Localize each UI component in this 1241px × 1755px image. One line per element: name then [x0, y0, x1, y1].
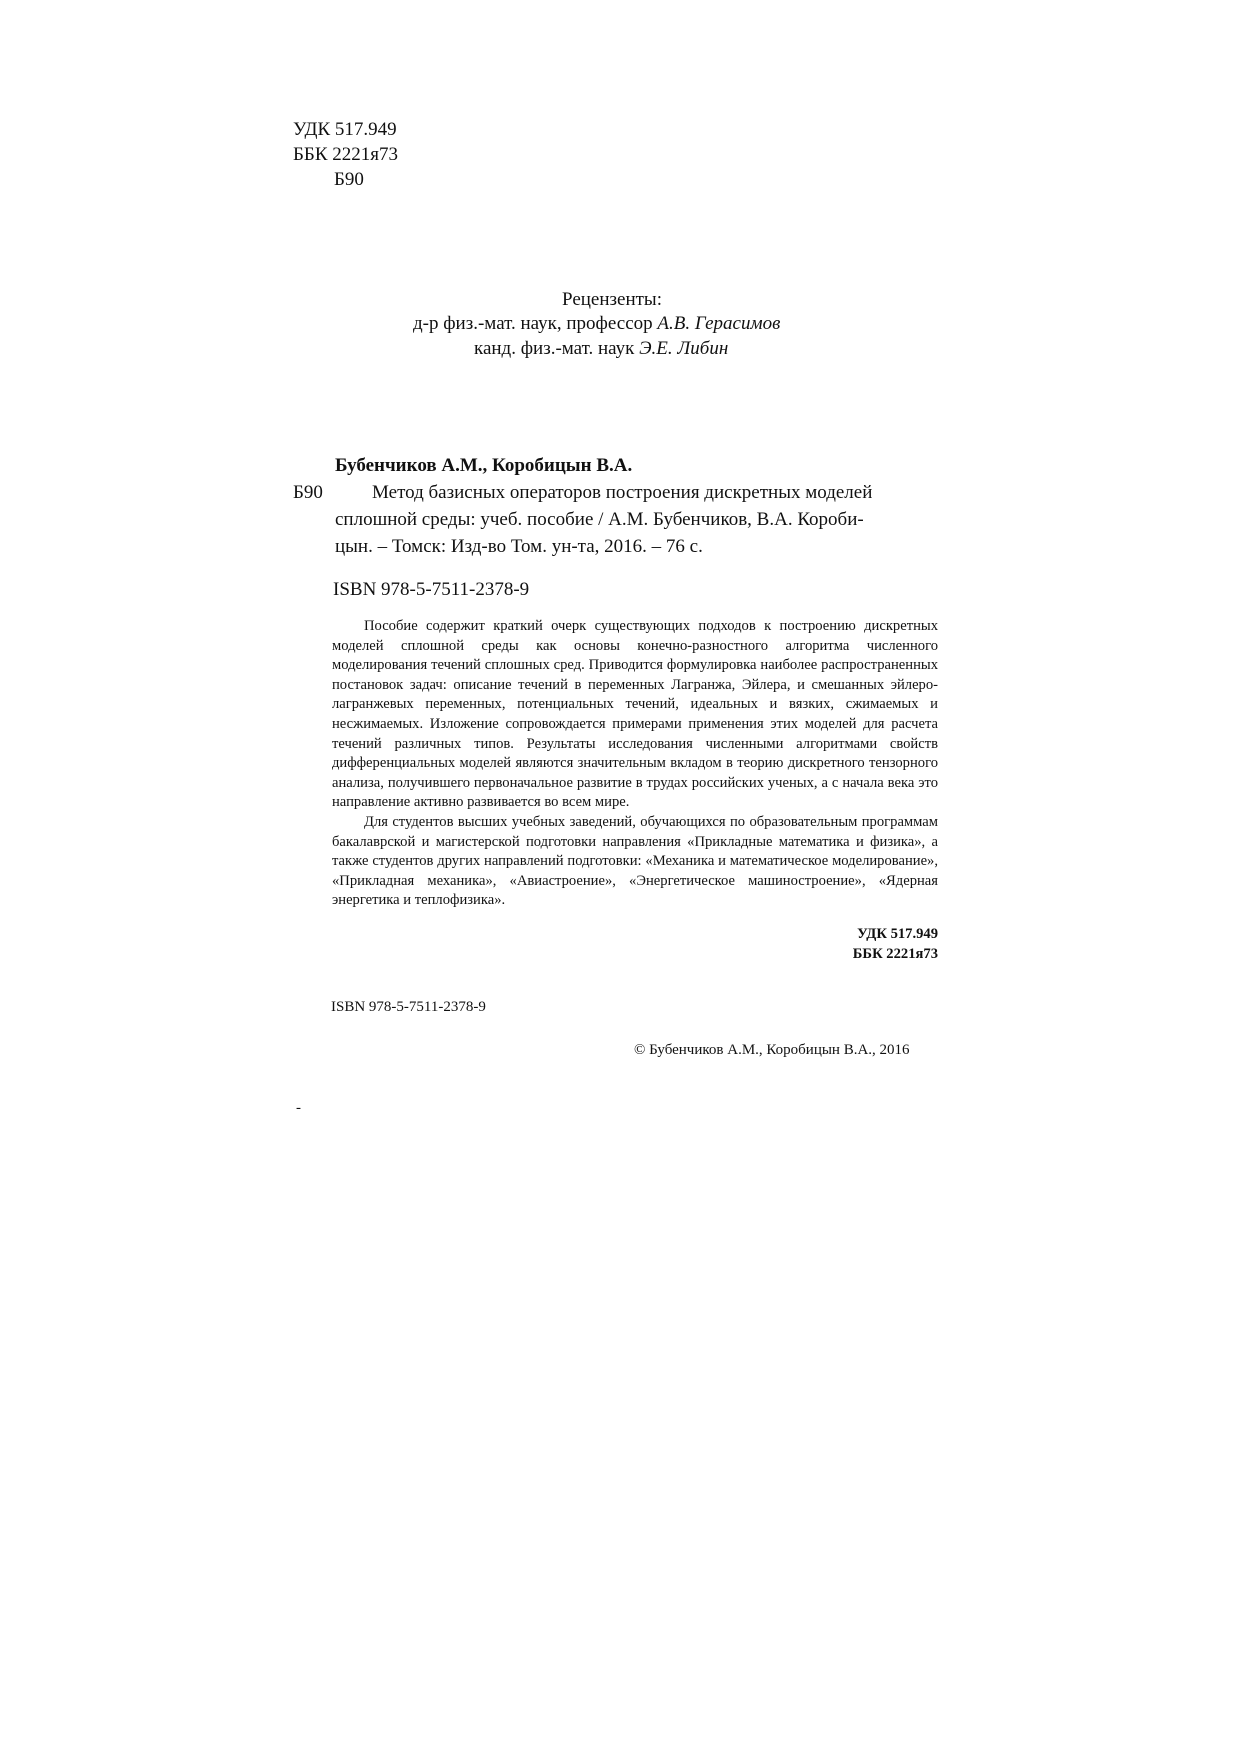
- copyright: © Бубенчиков А.М., Коробицын В.А., 2016: [634, 1042, 910, 1058]
- record-isbn: ISBN 978-5-7511-2378-9: [333, 579, 530, 600]
- reviewer-1-title: д-р физ.-мат. наук, профессор: [413, 313, 658, 334]
- abstract-paragraph-1: Пособие содержит краткий очерк существующих подходов к построению дискретных моделей сплошной среды как основы конечно-разностного алгоритма численного моделирования течений сплошных сред. Приводится формулировка наиболее распространенных постановок задач: описание течений в переменных Лагранжа, Эйлера, и смешанных эйлеро-лагранжевых переменных, потенциальных течений, идеальных и вязких, сжимаемых и несжимаемых. Изложение сопровождается примерами применения этих моделей для расчета течений различных типов. Результаты исследования численными алгоритмами свойств дифференциальных моделей являются значительным вкладом в теорию дискретного тензорного анализа, получившего первоначальное развитие в трудах российских ученых, а с начала века это направление активно развивается во всем мире.: [332, 618, 938, 811]
- record-code: Б90: [293, 482, 323, 503]
- reviewer-2-name: Э.Е. Либин: [639, 338, 729, 359]
- abstract-bbk: ББК 2221я73: [852, 945, 938, 962]
- reviewer-1: [413, 312, 780, 336]
- abstract-udk: УДК 517.949: [857, 926, 938, 942]
- abstract-codes: [738, 925, 938, 964]
- udk-code: УДК 517.949: [293, 119, 397, 140]
- abstract: [332, 617, 938, 911]
- page-mark: -: [296, 1100, 301, 1116]
- reviewers-heading: Рецензенты:: [562, 289, 662, 310]
- record-line-3: цын. – Томск: Изд-во Том. ун-та, 2016. – 76 с.: [335, 536, 703, 557]
- footer-isbn: ISBN 978-5-7511-2378-9: [331, 999, 486, 1015]
- bbk-code: ББК 2221я73: [293, 144, 398, 165]
- reviewer-1-name: А.В. Герасимов: [657, 313, 781, 334]
- record-line-1: Метод базисных операторов построения дискретных моделей: [372, 482, 873, 503]
- abstract-paragraph-2: Для студентов высших учебных заведений, обучающихся по образовательным программам бакалаврской и магистерской подготовки направления «Прикладные математика и физика», а также студентов других направлений подготовки: «Механика и математическое моделирование», «Прикладная механика», «Авиастроение», «Энергетическое машиностроение», «Ядерная энергетика и теплофизика».: [332, 813, 938, 909]
- record-authors: Бубенчиков А.М., Коробицын В.А.: [335, 455, 633, 476]
- reviewer-2: [474, 337, 728, 361]
- reviewer-2-title: канд. физ.-мат. наук: [474, 338, 640, 359]
- record-line-2: сплошной среды: учеб. пособие / А.М. Бубенчиков, В.А. Короби-: [335, 509, 864, 530]
- author-mark-code: Б90: [334, 169, 364, 190]
